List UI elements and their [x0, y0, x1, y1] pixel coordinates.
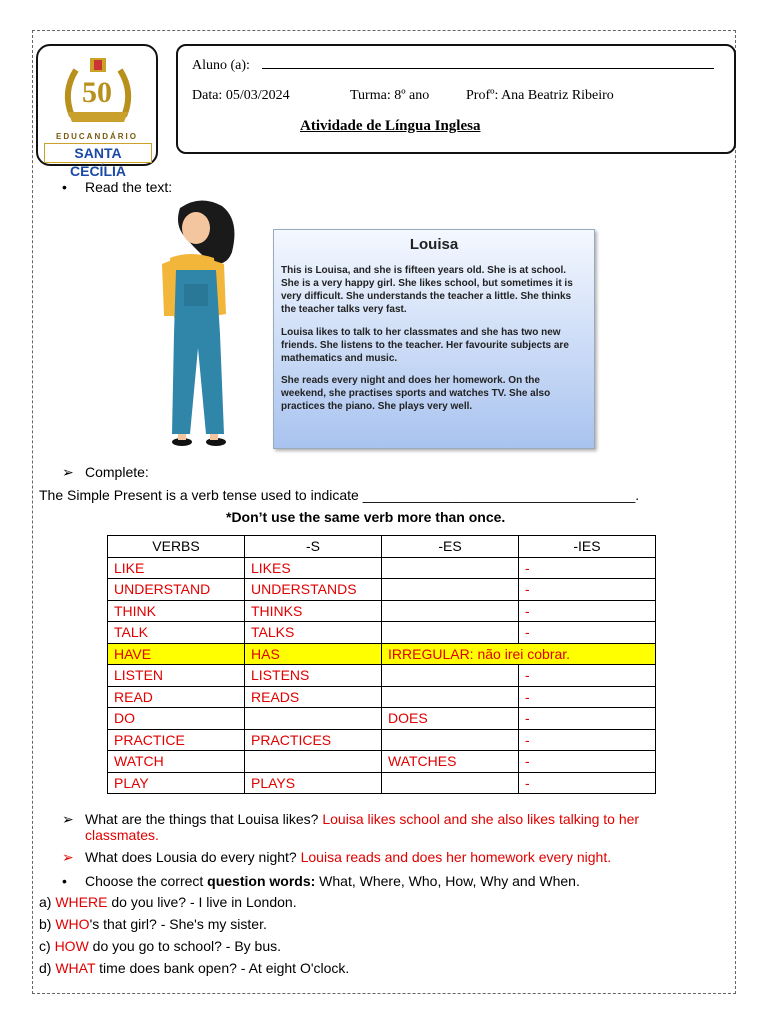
header-es: -ES [382, 536, 519, 558]
dont-use-note: *Don’t use the same verb more than once. [226, 509, 506, 525]
table-row [108, 557, 656, 579]
table-row-highlighted [108, 643, 656, 665]
choose-suffix: What, Where, Who, How, Why and When. [315, 873, 580, 889]
item-answer-word: WHERE [55, 894, 108, 910]
cell-es [382, 557, 519, 579]
answer-2: Louisa reads and does her homework every night. [300, 849, 612, 865]
read-instruction: Read the text: [85, 179, 173, 195]
cell-s: UNDERSTANDS [245, 579, 382, 601]
cell-es [382, 600, 519, 622]
item-label: a) [39, 894, 56, 910]
cell-s: LISTENS [245, 665, 382, 687]
story-paragraph-2: Louisa likes to talk to her classmates and she has two new friends. She listens to the teacher. Her favourite subjects are mathematics and music. [281, 327, 569, 364]
cell-verb: LIKE [108, 557, 245, 579]
item-d [39, 960, 349, 976]
cell-es [382, 772, 519, 794]
school-logo [36, 44, 158, 179]
question-2 [85, 849, 611, 865]
simple-present-sentence: The Simple Present is a verb tense used to indicate ___________________________________. [39, 487, 640, 503]
story-box [273, 229, 595, 449]
cell-ies: - [519, 772, 656, 794]
item-answer-word: HOW [54, 938, 89, 954]
cell-ies: - [519, 622, 656, 644]
header-verbs: VERBS [108, 536, 245, 558]
cell-ies: - [519, 751, 656, 773]
cell-verb: HAVE [108, 643, 245, 665]
teacher-field: Profº: Ana Beatriz Ribeiro [466, 88, 614, 103]
cell-es [382, 686, 519, 708]
cell-verb: PRACTICE [108, 729, 245, 751]
table-row [108, 622, 656, 644]
aluno-label: Aluno (a): [192, 58, 250, 73]
cell-ies: - [519, 579, 656, 601]
item-text: do you go to school? - By bus. [88, 938, 282, 954]
logo-school-name: SANTA CECÍLIA [44, 143, 152, 163]
cell-ies: - [519, 686, 656, 708]
cell-es [382, 622, 519, 644]
verbs-table [107, 535, 656, 794]
item-label: d) [39, 960, 56, 976]
cell-verb: UNDERSTAND [108, 579, 245, 601]
item-text: time does bank open? - At eight O'clock. [95, 960, 350, 976]
cell-s: PRACTICES [245, 729, 382, 751]
cell-s: THINKS [245, 600, 382, 622]
bullet-icon: • [62, 873, 67, 889]
table-row [108, 579, 656, 601]
girl-illustration-icon [140, 198, 260, 458]
header-s: -S [245, 536, 382, 558]
item-label: b) [39, 916, 56, 932]
complete-instruction: Complete: [85, 464, 149, 480]
cell-verb: PLAY [108, 772, 245, 794]
item-b [39, 916, 267, 932]
cell-s: READS [245, 686, 382, 708]
choose-bold: question words: [207, 873, 316, 889]
cell-verb: TALK [108, 622, 245, 644]
question-2-text: What does Lousia do every night? [85, 849, 297, 865]
cell-verb: LISTEN [108, 665, 245, 687]
story-title: Louisa [409, 236, 459, 253]
page-title: Atividade de Língua Inglesa [300, 118, 481, 134]
header-ies: -IES [519, 536, 656, 558]
cell-s: TALKS [245, 622, 382, 644]
table-row [108, 665, 656, 687]
cell-ies: - [519, 600, 656, 622]
header-box [176, 44, 736, 154]
table-row [108, 708, 656, 730]
cell-s: HAS [245, 643, 382, 665]
cell-es: WATCHES [382, 751, 519, 773]
cell-ies: - [519, 729, 656, 751]
table-row [108, 729, 656, 751]
cell-irregular-note: IRREGULAR: não irei cobrar. [382, 643, 656, 665]
arrow-bullet-icon: ➢ [62, 464, 74, 480]
item-label: c) [39, 938, 55, 954]
cell-verb: READ [108, 686, 245, 708]
cell-verb: WATCH [108, 751, 245, 773]
cell-s: PLAYS [245, 772, 382, 794]
table-row [108, 772, 656, 794]
choose-prefix: Choose the correct [85, 873, 208, 889]
answer-1-line-1: Louisa likes school and she also likes talking to her [322, 811, 640, 827]
item-text: 's that girl? - She's my sister. [89, 916, 267, 932]
cell-s [245, 708, 382, 730]
answer-1-line-2: classmates. [85, 827, 159, 843]
item-answer-word: WHAT [55, 960, 96, 976]
table-header-row [108, 536, 656, 558]
arrow-bullet-icon: ➢ [62, 811, 74, 827]
item-c [39, 938, 281, 954]
cell-ies: - [519, 708, 656, 730]
cell-es: DOES [382, 708, 519, 730]
logo-top-text: EDUCANDÁRIO [56, 132, 138, 141]
item-answer-word: WHO [55, 916, 90, 932]
cell-es [382, 729, 519, 751]
cell-ies: - [519, 557, 656, 579]
story-paragraph-3: She reads every night and does her homework. On the weekend, she practises sports and watches TV. She also practices the piano. She plays very well. [281, 375, 551, 412]
turma-field: Turma: 8º ano [350, 88, 430, 103]
cell-ies: - [519, 665, 656, 687]
cell-s [245, 751, 382, 773]
bullet-icon: • [62, 179, 67, 195]
table-row [108, 600, 656, 622]
question-1 [85, 811, 639, 827]
cell-es [382, 579, 519, 601]
cell-s: LIKES [245, 557, 382, 579]
story-paragraph-1: This is Louisa, and she is fifteen years old. She is at school. She is a very happy girl. She likes school, but sometimes it is very difficult. She understands the teacher a little. She thinks the teacher talks very fast. [281, 265, 573, 315]
table-row [108, 686, 656, 708]
item-a [39, 894, 297, 910]
arrow-bullet-icon: ➢ [62, 849, 74, 865]
choose-instruction [85, 873, 580, 889]
aluno-name-line[interactable] [262, 68, 714, 69]
table-row [108, 751, 656, 773]
cell-verb: THINK [108, 600, 245, 622]
question-1-text: What are the things that Louisa likes? [85, 811, 319, 827]
item-text: do you live? - I live in London. [107, 894, 297, 910]
date-field: Data: 05/03/2024 [192, 88, 290, 103]
cell-verb: DO [108, 708, 245, 730]
cell-es [382, 665, 519, 687]
logo-number: 50 [82, 76, 112, 109]
